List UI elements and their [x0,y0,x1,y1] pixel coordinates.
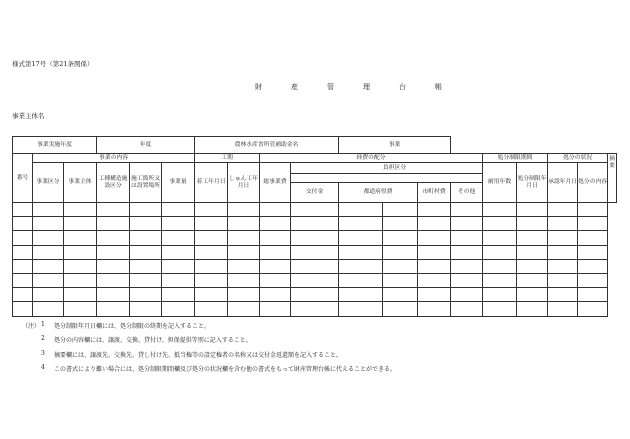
table-cell[interactable] [97,203,130,217]
table-cell[interactable] [97,231,130,245]
table-cell[interactable] [162,231,195,245]
note-text: 摘要欄には、譲渡先、交換先、貸し付け先、抵当権等の設定権者の名称又は交付金返還額を記入すること。 [54,351,343,359]
site-header: 施工箇所又は設置場所 [130,163,162,203]
table-cell[interactable] [483,203,517,217]
table-cell[interactable] [260,288,291,302]
table-cell[interactable] [418,302,451,316]
note-number: 1 [41,321,45,328]
table-cell[interactable] [383,288,418,302]
table-cell[interactable] [260,217,291,231]
table-cell[interactable] [339,217,383,231]
fiscal-year-label: 事業実施年度 [13,137,97,154]
table-cell[interactable] [451,288,483,302]
table-cell[interactable] [451,302,483,316]
table-cell[interactable] [548,231,578,245]
table-cell[interactable] [451,245,483,259]
table-cell[interactable] [291,217,339,231]
table-cell[interactable] [548,273,578,287]
table-cell[interactable] [418,231,451,245]
table-cell[interactable] [383,302,418,316]
table-cell[interactable] [195,273,228,287]
table-cell[interactable] [517,288,548,302]
table-cell[interactable] [548,288,578,302]
table-cell[interactable] [33,231,64,245]
table-cell[interactable] [162,288,195,302]
construction-group-header: 工期 [195,154,260,163]
table-cell[interactable] [339,245,383,259]
table-cell[interactable] [64,203,97,217]
table-cell[interactable] [130,245,162,259]
structure-header: 工種構造施設区分 [97,163,130,203]
year-label: 年度 [97,137,195,154]
table-cell[interactable] [33,288,64,302]
table-cell[interactable] [228,302,260,316]
table-cell[interactable] [483,245,517,259]
table-cell[interactable] [291,302,339,316]
completion-date-header: しゅん工年月日 [228,163,260,203]
table-row [13,217,617,231]
table-cell[interactable] [97,217,130,231]
table-cell[interactable] [483,217,517,231]
table-cell[interactable] [578,288,608,302]
table-cell[interactable] [483,302,517,316]
table-cell[interactable] [383,231,418,245]
table-cell[interactable] [33,245,64,259]
table-cell[interactable] [97,245,130,259]
cost-group-header: 経費の配分 [260,154,483,163]
table-cell[interactable] [162,259,195,273]
table-cell[interactable] [418,203,451,217]
table-cell[interactable] [162,302,195,316]
table-cell[interactable] [578,273,608,287]
category-header: 事業区分 [33,163,64,203]
table-cell[interactable] [97,259,130,273]
table-cell[interactable] [339,203,383,217]
table-cell[interactable] [162,217,195,231]
grant-header: 交付金 [291,183,339,203]
table-cell[interactable] [64,288,97,302]
table-cell[interactable] [64,259,97,273]
table-cell[interactable] [13,245,33,259]
table-cell[interactable] [291,245,339,259]
table-row [13,203,617,217]
share-spacer [291,174,483,183]
table-cell[interactable] [228,273,260,287]
restriction-date-header: 処分制限年月日 [517,163,548,203]
content-group-header: 事業の内容 [33,154,195,163]
other-header: その他 [451,183,483,203]
table-cell[interactable] [195,288,228,302]
note-text: 処分制限年月日欄には、処分制限の終期を記入すること。 [54,323,211,330]
table-cell[interactable] [291,259,339,273]
table-cell[interactable] [228,231,260,245]
table-cell[interactable] [228,217,260,231]
table-cell[interactable] [291,273,339,287]
table-cell[interactable] [451,231,483,245]
table-cell[interactable] [451,203,483,217]
disposal-status-header: 処分の状況 [548,154,608,163]
table-row [13,231,617,245]
table-cell[interactable] [548,217,578,231]
operator-header: 事業主体 [64,163,97,203]
table-cell[interactable] [339,231,383,245]
table-row [13,273,617,287]
table-cell[interactable] [260,245,291,259]
table-row [13,245,617,259]
table-cell[interactable] [13,302,33,316]
start-date-header: 着工年月日 [195,163,228,203]
note-text: 処分の内容欄には、譲渡、交換、貸付け、担保提供等別に記入すること。 [54,337,252,345]
table-cell[interactable] [228,245,260,259]
table-cell[interactable] [130,302,162,316]
table-cell[interactable] [130,259,162,273]
table-cell[interactable] [578,231,608,245]
table-cell[interactable] [578,245,608,259]
table-cell[interactable] [162,245,195,259]
table-cell[interactable] [13,273,33,287]
table-cell[interactable] [451,259,483,273]
restriction-period-header: 処分制限期間 [483,154,548,163]
table-cell[interactable] [260,273,291,287]
table-cell[interactable] [548,302,578,316]
property-ledger-table [12,136,617,317]
table-cell[interactable] [195,245,228,259]
table-cell[interactable] [548,203,578,217]
table-cell[interactable] [195,217,228,231]
subsidy-name-label: 農林水産省所管補助金名 [195,137,339,154]
table-cell[interactable] [451,217,483,231]
table-cell[interactable] [33,302,64,316]
table-cell[interactable] [383,245,418,259]
table-cell[interactable] [578,302,608,316]
table-cell[interactable] [260,231,291,245]
table-cell[interactable] [33,203,64,217]
table-row [13,288,617,302]
table-cell[interactable] [383,273,418,287]
table-cell[interactable] [517,302,548,316]
table-cell[interactable] [578,259,608,273]
table-cell[interactable] [339,302,383,316]
table-cell[interactable] [130,231,162,245]
entity-name-label: 事業主体名 [12,112,45,120]
table-cell[interactable] [383,203,418,217]
table-cell[interactable] [130,203,162,217]
table-row [13,302,617,316]
table-cell[interactable] [13,217,33,231]
table-cell[interactable] [339,259,383,273]
table-cell[interactable] [517,273,548,287]
table-cell[interactable] [517,259,548,273]
table-cell[interactable] [162,203,195,217]
header-row-share [13,163,617,174]
project-label: 事業 [339,137,451,154]
table-cell[interactable] [517,231,548,245]
table-cell[interactable] [291,231,339,245]
total-cost-header: 総事業費 [260,163,291,203]
table-cell[interactable] [195,231,228,245]
table-row [13,259,617,273]
table-cell[interactable] [517,217,548,231]
table-cell[interactable] [548,245,578,259]
table-cell[interactable] [64,217,97,231]
table-cell[interactable] [517,245,548,259]
table-cell[interactable] [33,217,64,231]
quantity-header: 事業量 [162,163,195,203]
table-cell[interactable] [418,273,451,287]
table-cell[interactable] [291,203,339,217]
prefecture-header: 都道府県費 [339,183,418,203]
table-cell[interactable] [483,273,517,287]
note-number: 4 [41,363,45,371]
row-number-header: 番号 [13,154,33,203]
table-cell[interactable] [260,203,291,217]
table-cell[interactable] [383,259,418,273]
table-cell[interactable] [97,302,130,316]
table-cell[interactable] [13,288,33,302]
table-cell[interactable] [130,288,162,302]
table-cell[interactable] [260,259,291,273]
table-cell[interactable] [33,259,64,273]
municipality-header: 市町村費 [418,183,451,203]
table-cell[interactable] [228,203,260,217]
table-cell[interactable] [339,273,383,287]
table-cell[interactable] [578,217,608,231]
useful-life-header: 耐用年数 [483,163,517,203]
table-cell[interactable] [130,273,162,287]
note-number: 3 [41,349,45,357]
table-cell[interactable] [418,259,451,273]
note-text: この書式により難い場合には、処分制限期間欄及び処分の状況欄を含む他の書式をもって財産管理台帳に代えることができる。 [54,365,397,373]
header-row-groups [13,154,617,163]
table-cell[interactable] [383,217,418,231]
table-cell[interactable] [418,245,451,259]
form-number: 様式第17号（第21条関係） [12,60,94,68]
share-label: 負担区分 [291,163,483,174]
table-cell[interactable] [228,288,260,302]
table-cell[interactable] [260,302,291,316]
table-cell[interactable] [483,259,517,273]
table-cell[interactable] [195,259,228,273]
table-cell[interactable] [130,217,162,231]
table-cell[interactable] [13,259,33,273]
table-cell[interactable] [291,288,339,302]
table-cell[interactable] [64,245,97,259]
table-cell[interactable] [162,273,195,287]
table-cell[interactable] [97,273,130,287]
table-cell[interactable] [339,288,383,302]
table-cell[interactable] [483,231,517,245]
table-cell[interactable] [13,203,33,217]
disposal-detail-header: 処分の内容 [578,163,608,203]
table-cell[interactable] [451,273,483,287]
document-title: 財 産 管 理 台 帳 [255,83,453,91]
remarks-header: 摘要 [608,154,617,203]
table-cell[interactable] [548,259,578,273]
table-cell[interactable] [195,203,228,217]
blank-area [451,137,608,154]
table-cell[interactable] [418,217,451,231]
table-cell[interactable] [418,288,451,302]
table-cell[interactable] [64,302,97,316]
notes-label: （注） [22,323,41,330]
note-number: 2 [41,335,45,343]
table-cell[interactable] [64,231,97,245]
table-cell[interactable] [517,203,548,217]
table-cell[interactable] [33,273,64,287]
table-cell[interactable] [228,259,260,273]
approval-date-header: 承認年月日 [548,163,578,203]
table-cell[interactable] [483,288,517,302]
table-cell[interactable] [97,288,130,302]
table-cell[interactable] [195,302,228,316]
header-row-fiscal [13,137,617,154]
table-cell[interactable] [13,231,33,245]
table-cell[interactable] [64,273,97,287]
table-cell[interactable] [578,203,608,217]
